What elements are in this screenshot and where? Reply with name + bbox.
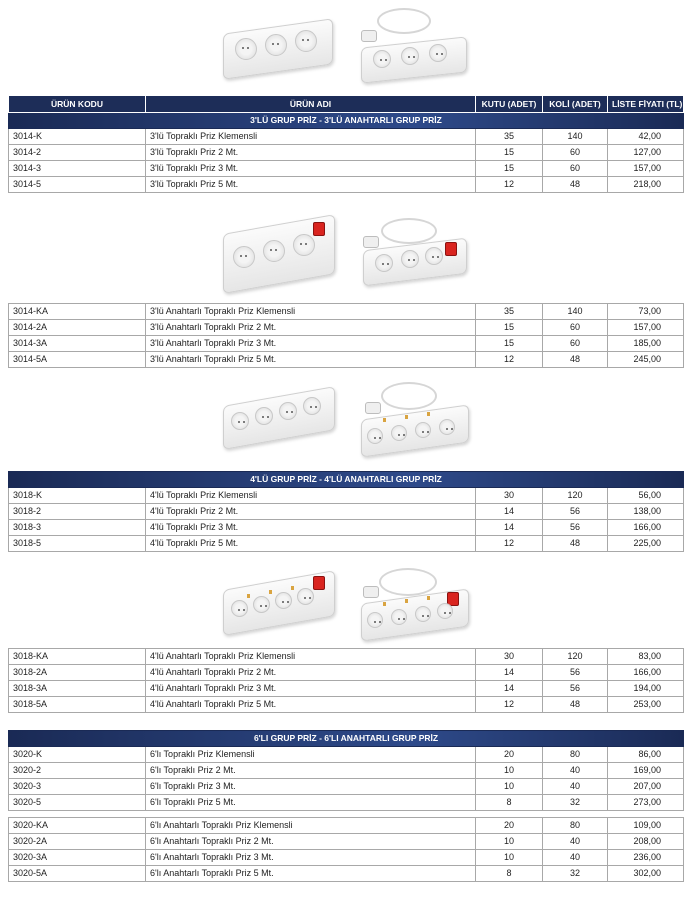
product-code-cell: 3014-KA <box>9 304 146 320</box>
box-qty-cell: 14 <box>476 665 543 681</box>
product-name-cell: 4'lü Anahtarlı Topraklı Priz 2 Mt. <box>146 665 476 681</box>
table-row <box>9 352 684 368</box>
product-code-cell: 3020-5 <box>9 795 146 811</box>
power-strip-4-cable-image <box>357 382 467 454</box>
price-cell: 253,00 <box>608 697 684 713</box>
case-qty-cell: 120 <box>543 488 608 504</box>
product-name-cell: 4'lü Topraklı Priz 2 Mt. <box>146 504 476 520</box>
product-code-cell: 3018-KA <box>9 649 146 665</box>
case-qty-cell: 56 <box>543 520 608 536</box>
section-title: 3'LÜ GRUP PRİZ - 3'LÜ ANAHTARLI GRUP PRİZ <box>9 113 684 129</box>
product-name-cell: 3'lü Anahtarlı Topraklı Priz 3 Mt. <box>146 336 476 352</box>
table-row <box>9 697 684 713</box>
case-qty-cell: 140 <box>543 304 608 320</box>
product-photos-4a <box>0 566 690 638</box>
case-qty-cell: 60 <box>543 145 608 161</box>
case-qty-cell: 60 <box>543 161 608 177</box>
table-row <box>9 520 684 536</box>
case-qty-cell: 80 <box>543 747 608 763</box>
price-cell: 273,00 <box>608 795 684 811</box>
box-qty-cell: 20 <box>476 747 543 763</box>
product-name-cell: 3'lü Anahtarlı Topraklı Priz Klemensli <box>146 304 476 320</box>
col-box-header: KUTU (ADET) <box>476 96 543 113</box>
box-qty-cell: 30 <box>476 649 543 665</box>
table-row <box>9 649 684 665</box>
product-code-cell: 3020-3A <box>9 850 146 866</box>
product-code-cell: 3014-2A <box>9 320 146 336</box>
price-cell: 166,00 <box>608 520 684 536</box>
box-qty-cell: 15 <box>476 320 543 336</box>
case-qty-cell: 60 <box>543 320 608 336</box>
case-qty-cell: 60 <box>543 336 608 352</box>
product-name-cell: 3'lü Topraklı Priz 2 Mt. <box>146 145 476 161</box>
price-cell: 194,00 <box>608 681 684 697</box>
price-cell: 236,00 <box>608 850 684 866</box>
table-row <box>9 304 684 320</box>
product-name-cell: 4'lü Anahtarlı Topraklı Priz 5 Mt. <box>146 697 476 713</box>
table-row <box>9 747 684 763</box>
box-qty-cell: 12 <box>476 536 543 552</box>
box-qty-cell: 10 <box>476 834 543 850</box>
section-title: 4'LÜ GRUP PRİZ - 4'LÜ ANAHTARLI GRUP PRİZ <box>9 472 684 488</box>
box-qty-cell: 35 <box>476 129 543 145</box>
product-name-cell: 3'lü Anahtarlı Topraklı Priz 5 Mt. <box>146 352 476 368</box>
product-code-cell: 3014-3 <box>9 161 146 177</box>
product-code-cell: 3018-3 <box>9 520 146 536</box>
case-qty-cell: 32 <box>543 866 608 882</box>
table-row <box>9 145 684 161</box>
box-qty-cell: 14 <box>476 504 543 520</box>
table-gap <box>9 811 684 818</box>
price-cell: 207,00 <box>608 779 684 795</box>
col-code-header: ÜRÜN KODU <box>9 96 146 113</box>
product-code-cell: 3020-2A <box>9 834 146 850</box>
section-title: 6'LI GRUP PRİZ - 6'LI ANAHTARLI GRUP PRİZ <box>9 731 684 747</box>
price-cell: 42,00 <box>608 129 684 145</box>
product-code-cell: 3014-2 <box>9 145 146 161</box>
price-cell: 86,00 <box>608 747 684 763</box>
box-qty-cell: 14 <box>476 681 543 697</box>
box-qty-cell: 12 <box>476 697 543 713</box>
product-code-cell: 3020-K <box>9 747 146 763</box>
case-qty-cell: 32 <box>543 795 608 811</box>
price-cell: 302,00 <box>608 866 684 882</box>
col-price-header: LİSTE FİYATI (TL) <box>608 96 684 113</box>
table-row <box>9 129 684 145</box>
table-row <box>9 336 684 352</box>
table-row <box>9 665 684 681</box>
table-row <box>9 504 684 520</box>
product-code-cell: 3014-5 <box>9 177 146 193</box>
product-name-cell: 6'lı Topraklı Priz 5 Mt. <box>146 795 476 811</box>
price-cell: 138,00 <box>608 504 684 520</box>
price-cell: 109,00 <box>608 818 684 834</box>
box-qty-cell: 12 <box>476 352 543 368</box>
case-qty-cell: 40 <box>543 763 608 779</box>
product-name-cell: 6'lı Topraklı Priz 3 Mt. <box>146 779 476 795</box>
case-qty-cell: 48 <box>543 177 608 193</box>
product-name-cell: 6'lı Anahtarlı Topraklı Priz Klemensli <box>146 818 476 834</box>
product-name-cell: 6'lı Anahtarlı Topraklı Priz 3 Mt. <box>146 850 476 866</box>
box-qty-cell: 8 <box>476 866 543 882</box>
product-code-cell: 3014-3A <box>9 336 146 352</box>
table-row <box>9 488 684 504</box>
power-strip-4-switched-image <box>223 566 335 638</box>
product-name-cell: 6'lı Topraklı Priz 2 Mt. <box>146 763 476 779</box>
table-row <box>9 161 684 177</box>
power-strip-3-image <box>223 8 335 80</box>
case-qty-cell: 56 <box>543 504 608 520</box>
product-code-cell: 3018-3A <box>9 681 146 697</box>
table-row <box>9 866 684 882</box>
box-qty-cell: 10 <box>476 779 543 795</box>
price-cell: 245,00 <box>608 352 684 368</box>
product-name-cell: 3'lü Topraklı Priz Klemensli <box>146 129 476 145</box>
box-qty-cell: 10 <box>476 763 543 779</box>
case-qty-cell: 40 <box>543 850 608 866</box>
product-name-cell: 3'lü Topraklı Priz 5 Mt. <box>146 177 476 193</box>
product-photos-3 <box>0 8 690 80</box>
product-code-cell: 3018-2 <box>9 504 146 520</box>
price-table-4 <box>8 471 684 552</box>
product-name-cell: 4'lü Anahtarlı Topraklı Priz 3 Mt. <box>146 681 476 697</box>
section-header-3 <box>9 113 684 129</box>
price-cell: 169,00 <box>608 763 684 779</box>
box-qty-cell: 8 <box>476 795 543 811</box>
power-strip-3-cable-image <box>357 8 467 80</box>
box-qty-cell: 10 <box>476 850 543 866</box>
product-code-cell: 3020-KA <box>9 818 146 834</box>
product-photos-4 <box>0 382 690 454</box>
table-row <box>9 536 684 552</box>
box-qty-cell: 15 <box>476 161 543 177</box>
case-qty-cell: 80 <box>543 818 608 834</box>
table-row <box>9 320 684 336</box>
product-code-cell: 3018-2A <box>9 665 146 681</box>
box-qty-cell: 30 <box>476 488 543 504</box>
product-name-cell: 3'lü Anahtarlı Topraklı Priz 2 Mt. <box>146 320 476 336</box>
case-qty-cell: 48 <box>543 697 608 713</box>
table-row <box>9 834 684 850</box>
box-qty-cell: 15 <box>476 336 543 352</box>
power-strip-3-switched-cable-image <box>357 214 467 286</box>
case-qty-cell: 120 <box>543 649 608 665</box>
product-name-cell: 4'lü Anahtarlı Topraklı Priz Klemensli <box>146 649 476 665</box>
box-qty-cell: 15 <box>476 145 543 161</box>
price-cell: 166,00 <box>608 665 684 681</box>
product-name-cell: 4'lü Topraklı Priz 3 Mt. <box>146 520 476 536</box>
price-cell: 56,00 <box>608 488 684 504</box>
price-cell: 73,00 <box>608 304 684 320</box>
price-table-4a <box>8 648 684 713</box>
table-row <box>9 779 684 795</box>
price-cell: 83,00 <box>608 649 684 665</box>
power-strip-4-switched-cable-image <box>357 566 467 638</box>
product-code-cell: 3014-5A <box>9 352 146 368</box>
power-strip-3-switched-image <box>223 214 335 286</box>
price-cell: 157,00 <box>608 161 684 177</box>
price-table-6 <box>8 730 684 882</box>
product-name-cell: 6'lı Topraklı Priz Klemensli <box>146 747 476 763</box>
price-cell: 218,00 <box>608 177 684 193</box>
product-code-cell: 3020-5A <box>9 866 146 882</box>
table-row <box>9 177 684 193</box>
case-qty-cell: 48 <box>543 352 608 368</box>
product-code-cell: 3014-K <box>9 129 146 145</box>
price-cell: 208,00 <box>608 834 684 850</box>
price-cell: 157,00 <box>608 320 684 336</box>
power-strip-4-image <box>223 382 335 454</box>
table-row <box>9 763 684 779</box>
price-cell: 225,00 <box>608 536 684 552</box>
product-name-cell: 4'lü Topraklı Priz 5 Mt. <box>146 536 476 552</box>
price-table-3a <box>8 303 684 368</box>
product-code-cell: 3020-3 <box>9 779 146 795</box>
product-code-cell: 3018-5A <box>9 697 146 713</box>
product-name-cell: 6'lı Anahtarlı Topraklı Priz 5 Mt. <box>146 866 476 882</box>
col-name-header: ÜRÜN ADI <box>146 96 476 113</box>
case-qty-cell: 56 <box>543 681 608 697</box>
box-qty-cell: 12 <box>476 177 543 193</box>
table-row <box>9 681 684 697</box>
case-qty-cell: 56 <box>543 665 608 681</box>
product-name-cell: 3'lü Topraklı Priz 3 Mt. <box>146 161 476 177</box>
price-cell: 127,00 <box>608 145 684 161</box>
price-cell: 185,00 <box>608 336 684 352</box>
table-header <box>9 96 684 113</box>
product-code-cell: 3018-5 <box>9 536 146 552</box>
table-row <box>9 795 684 811</box>
product-code-cell: 3018-K <box>9 488 146 504</box>
box-qty-cell: 35 <box>476 304 543 320</box>
product-photos-3a <box>0 214 690 286</box>
section-header-4 <box>9 472 684 488</box>
case-qty-cell: 40 <box>543 779 608 795</box>
price-table-3 <box>8 95 684 193</box>
col-case-header: KOLİ (ADET) <box>543 96 608 113</box>
product-name-cell: 6'lı Anahtarlı Topraklı Priz 2 Mt. <box>146 834 476 850</box>
box-qty-cell: 14 <box>476 520 543 536</box>
table-row <box>9 850 684 866</box>
case-qty-cell: 40 <box>543 834 608 850</box>
section-header-6 <box>9 731 684 747</box>
case-qty-cell: 140 <box>543 129 608 145</box>
product-name-cell: 4'lü Topraklı Priz Klemensli <box>146 488 476 504</box>
table-row <box>9 818 684 834</box>
case-qty-cell: 48 <box>543 536 608 552</box>
product-code-cell: 3020-2 <box>9 763 146 779</box>
box-qty-cell: 20 <box>476 818 543 834</box>
